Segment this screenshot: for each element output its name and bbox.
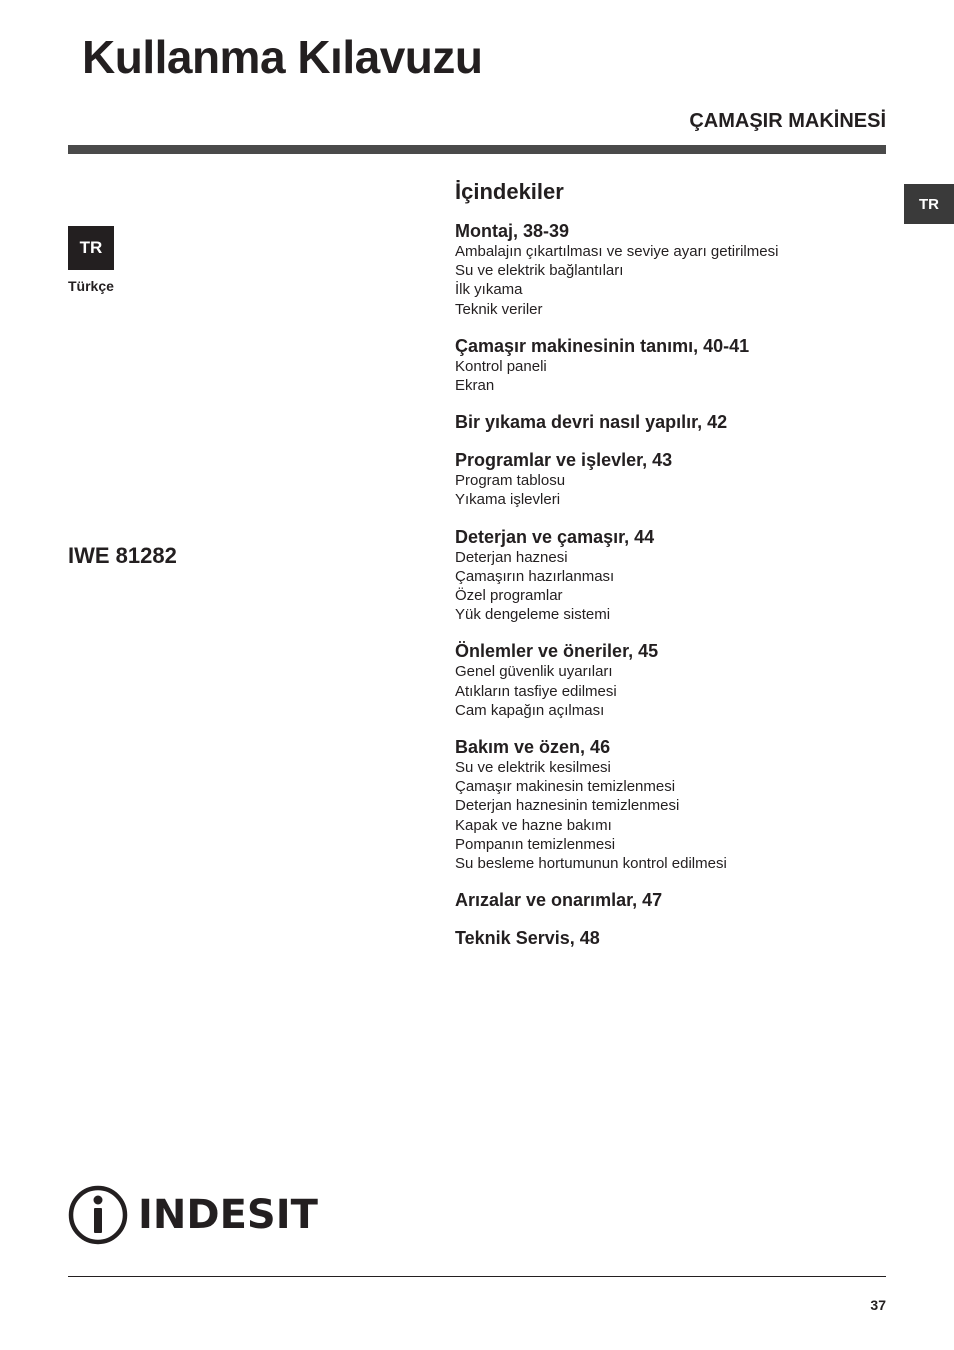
toc-section: [455, 220, 875, 319]
toc-item: Çamaşırın hazırlanması: [455, 567, 615, 585]
toc-item: Çamaşır makinesin temizlenmesi: [455, 778, 676, 796]
toc-section: [455, 526, 875, 625]
toc-item: İlk yıkama: [455, 281, 523, 299]
toc-item: Su ve elektrik kesilmesi: [455, 759, 611, 777]
toc-section: [455, 640, 875, 720]
toc-sections: [455, 220, 875, 949]
toc-section-title: Çamaşır makinesinin tanımı, 40-41: [455, 335, 750, 356]
toc-section-title: Bakım ve özen, 46: [455, 737, 611, 758]
language-name: Türkçe: [68, 278, 114, 294]
toc-item: Kontrol paneli: [455, 357, 547, 375]
toc-item: Su ve elektrik bağlantıları: [455, 262, 624, 280]
table-of-contents: [455, 178, 875, 965]
toc-section: [455, 449, 875, 509]
side-language-tab: TR: [904, 184, 954, 224]
toc-section-title: Önlemler ve öneriler, 45: [455, 641, 659, 662]
footer-divider: [68, 1276, 886, 1277]
toc-item: Su besleme hortumunun kontrol edilmesi: [455, 855, 727, 873]
toc-section: [455, 411, 875, 433]
toc-item: Ambalajın çıkartılması ve seviye ayarı getirilmesi: [455, 243, 779, 260]
page-title: Kullanma Kılavuzu: [82, 31, 483, 83]
toc-section-title: Montaj, 38-39: [455, 221, 570, 241]
toc-item: Program tablosu: [455, 472, 566, 490]
toc-section: [455, 335, 875, 395]
toc-item: Ekran: [455, 377, 495, 395]
toc-section: [455, 927, 875, 949]
toc-item: Genel güvenlik uyarıları: [455, 663, 613, 681]
toc-section-title: Bir yıkama devri nasıl yapılır, 42: [455, 412, 728, 433]
toc-section-title: Arızalar ve onarımlar, 47: [455, 890, 663, 911]
brand-logo-text: INDESIT: [138, 1192, 318, 1238]
toc-item: Deterjan haznesinin temizlenmesi: [455, 797, 680, 815]
page-number: 37: [870, 1297, 886, 1313]
document-subtitle: ÇAMAŞIR MAKİNESİ: [689, 110, 886, 132]
indesit-i-logo-icon: [68, 1185, 128, 1245]
toc-section-title: Deterjan ve çamaşır, 44: [455, 526, 655, 547]
toc-item: Yük dengeleme sistemi: [455, 606, 611, 624]
toc-item: Pompanın temizlenmesi: [455, 835, 616, 853]
header-divider: [68, 145, 886, 154]
toc-item: Deterjan haznesi: [455, 548, 568, 566]
language-badge: TR: [68, 226, 114, 270]
toc-item: Cam kapağın açılması: [455, 701, 605, 719]
toc-item: Özel programlar: [455, 587, 563, 605]
toc-section: [455, 736, 875, 873]
toc-section: [455, 889, 875, 911]
toc-item: Yıkama işlevleri: [455, 491, 561, 509]
toc-item: Atıkların tasfiye edilmesi: [455, 682, 617, 700]
toc-heading: İçindekiler: [455, 179, 564, 204]
model-number: IWE 81282: [68, 543, 177, 568]
toc-section-title: Programlar ve işlevler, 43: [455, 450, 673, 471]
toc-item: Kapak ve hazne bakımı: [455, 816, 612, 834]
toc-section-title: Teknik Servis, 48: [455, 928, 600, 949]
brand-logo: [68, 1185, 318, 1245]
toc-item: Teknik veriler: [455, 300, 543, 318]
